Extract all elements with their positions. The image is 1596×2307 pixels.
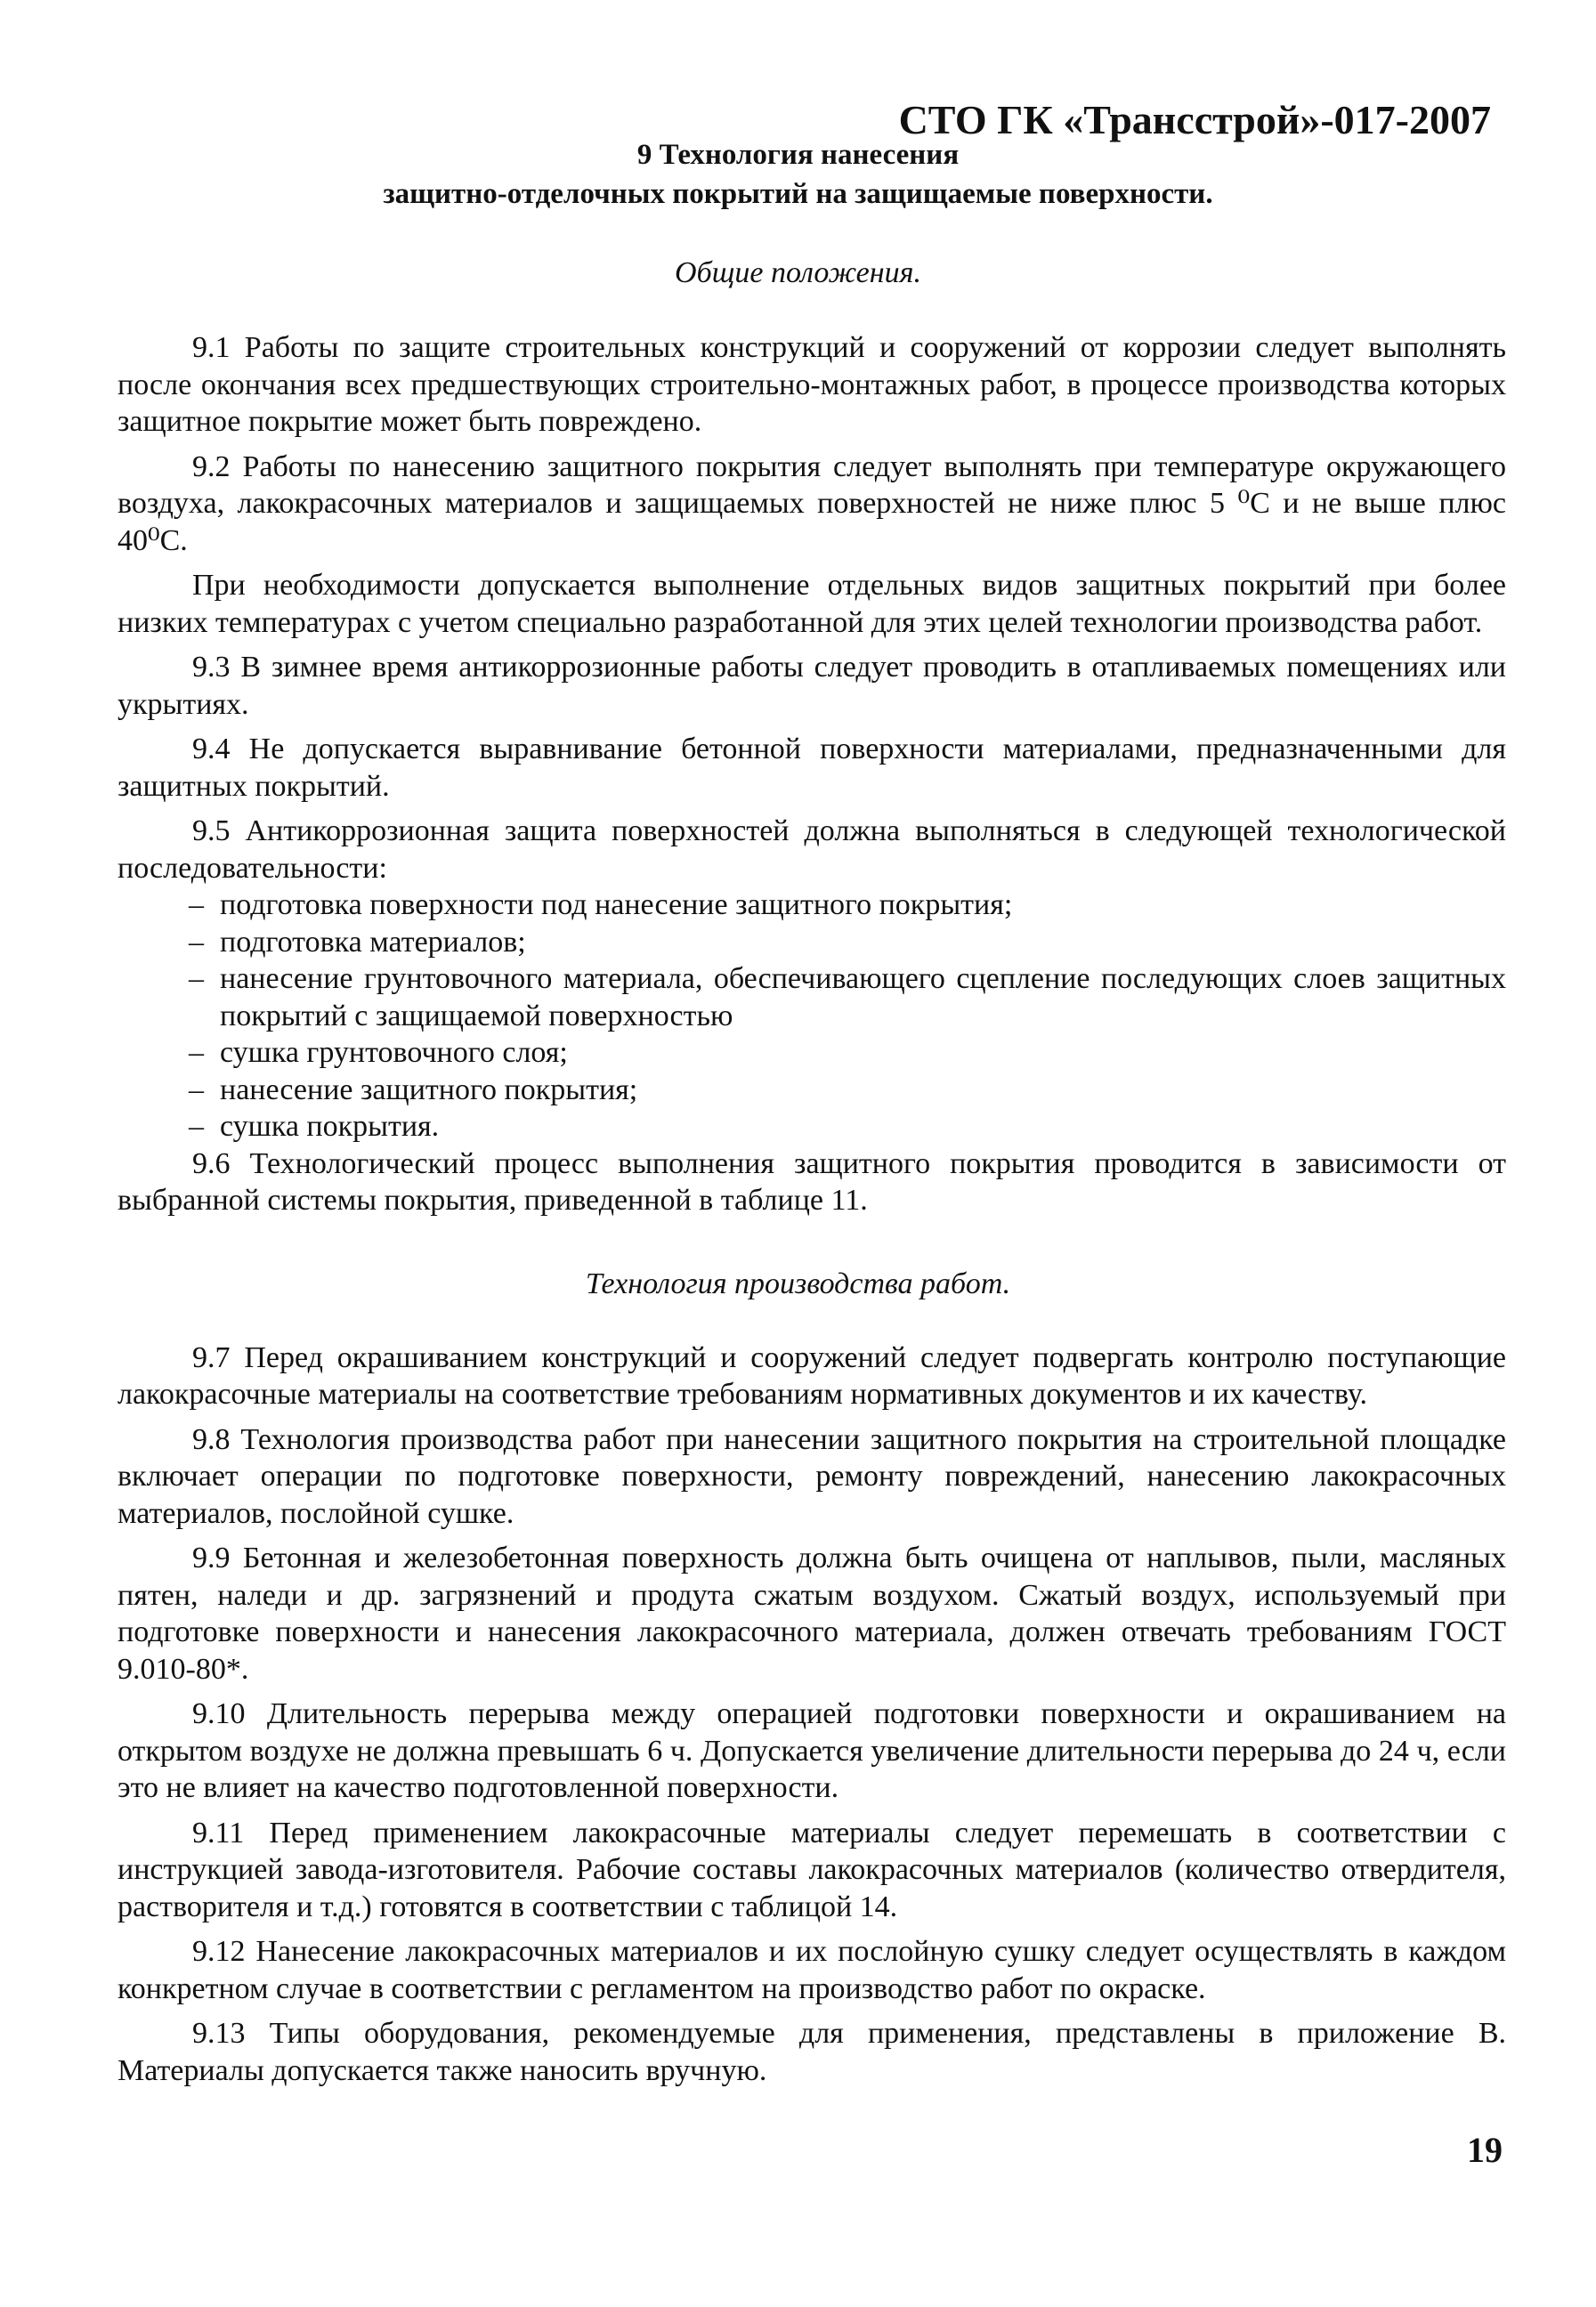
page-number: 19 <box>1467 2130 1503 2170</box>
list-item: – нанесение грунтовочного материала, обеспечивающего сцепление последующих слоев защитных покрытий с защищаемой поверхностью <box>117 960 1506 1034</box>
paragraph-9-1: 9.1 Работы по защите строительных конструкций и сооружений от коррозии следует выполнять после окончания всех предшествующих строительно-монтажных работ, в процессе производства которых защитное покрытие может быть повреждено. <box>117 331 1506 438</box>
paragraph-9-3: 9.3 В зимнее время антикоррозионные работы следует проводить в отапливаемых помещениях или укрытиях. <box>117 651 1506 721</box>
list-item: – подготовка поверхности под нанесение защитного покрытия; <box>117 886 1506 924</box>
list-item: – сушка грунтовочного слоя; <box>117 1034 1506 1072</box>
paragraph-9-2: 9.2 Работы по нанесению защитного покрытия следует выполнять при температуре окружающего воздуха, лакокрасочных материалов и защищаемых поверхностей не ниже плюс 5 ⁰С и не выше плюс 40⁰С. <box>117 449 1506 557</box>
list-item: – сушка покрытия. <box>117 1108 1506 1145</box>
paragraph-9-2-note: При необходимости допускается выполнение отдельных видов защитных покрытий при более низких температурах с учетом специально разработанной для этих целей технологии производства работ. <box>117 569 1506 639</box>
steps-list <box>117 886 1506 1145</box>
subheading-general: Общие положения. <box>675 256 921 289</box>
document-body <box>117 329 1506 2089</box>
paragraph-9-5: 9.5 Антикоррозионная защита поверхностей должна выполняться в следующей технологической последовательности: <box>117 814 1506 885</box>
paragraph-9-7: 9.7 Перед окрашиванием конструкций и сооружений следует подвергать контролю поступающие лакокрасочные материалы на соответствие требованиям нормативных документов и их качеству. <box>117 1340 1506 1411</box>
section-title-line1: 9 Технология нанесения <box>636 139 960 171</box>
document-code: СТО ГК «Трансстрой»-017-2007 <box>898 97 1491 142</box>
list-item: – нанесение защитного покрытия; <box>117 1072 1506 1109</box>
paragraph-9-4: 9.4 Не допускается выравнивание бетонной поверхности материалами, предназначенными для защитных покрытий. <box>117 733 1506 803</box>
subheading-technology: Технология производства работ. <box>585 1267 1011 1300</box>
paragraph-9-11: 9.11 Перед применением лакокрасочные материалы следует перемешать в соответствии с инструкцией завода-изготовителя. Рабочие составы лакокрасочных материалов (количество отвердителя, растворителя и т.д.) готовятся в соответствии с таблицой 14. <box>117 1816 1506 1923</box>
paragraph-9-9: 9.9 Бетонная и железобетонная поверхность должна быть очищена от наплывов, пыли, масляных пятен, наледи и др. загрязнений и продута сжатым воздухом. Сжатый воздух, используемый при подготовке поверхности и нанесения лакокрасочного материала, должен отвечать требованиям ГОСТ 9.010-80*. <box>117 1542 1506 1686</box>
paragraph-9-6: 9.6 Технологический процесс выполнения защитного покрытия проводится в зависимости от выбранной системы покрытия, приведенной в таблице 11. <box>117 1146 1506 1217</box>
paragraph-9-10: 9.10 Длительность перерыва между операцией подготовки поверхности и окрашиванием на открытом воздухе не должна превышать 6 ч. Допускается увеличение длительности перерыва до 24 ч, если это не влияет на качество подготовленной поверхности. <box>117 1697 1506 1804</box>
paragraph-9-13: 9.13 Типы оборудования, рекомендуемые для применения, представлены в приложение В. Материалы допускается также наносить вручную. <box>117 2017 1506 2087</box>
section-title-line2: защитно-отделочных покрытий на защищаемые поверхности. <box>383 178 1213 210</box>
list-item: – подготовка материалов; <box>117 924 1506 961</box>
paragraph-9-12: 9.12 Нанесение лакокрасочных материалов и их послойную сушку следует осуществлять в каждом конкретном случае в соответствии с регламентом на производство работ по окраске. <box>117 1935 1506 2005</box>
paragraph-9-8: 9.8 Технология производства работ при нанесении защитного покрытия на строительной площадке включает операции по подготовке поверхности, ремонту повреждений, нанесению лакокрасочных материалов, послойной сушке. <box>117 1422 1506 1530</box>
